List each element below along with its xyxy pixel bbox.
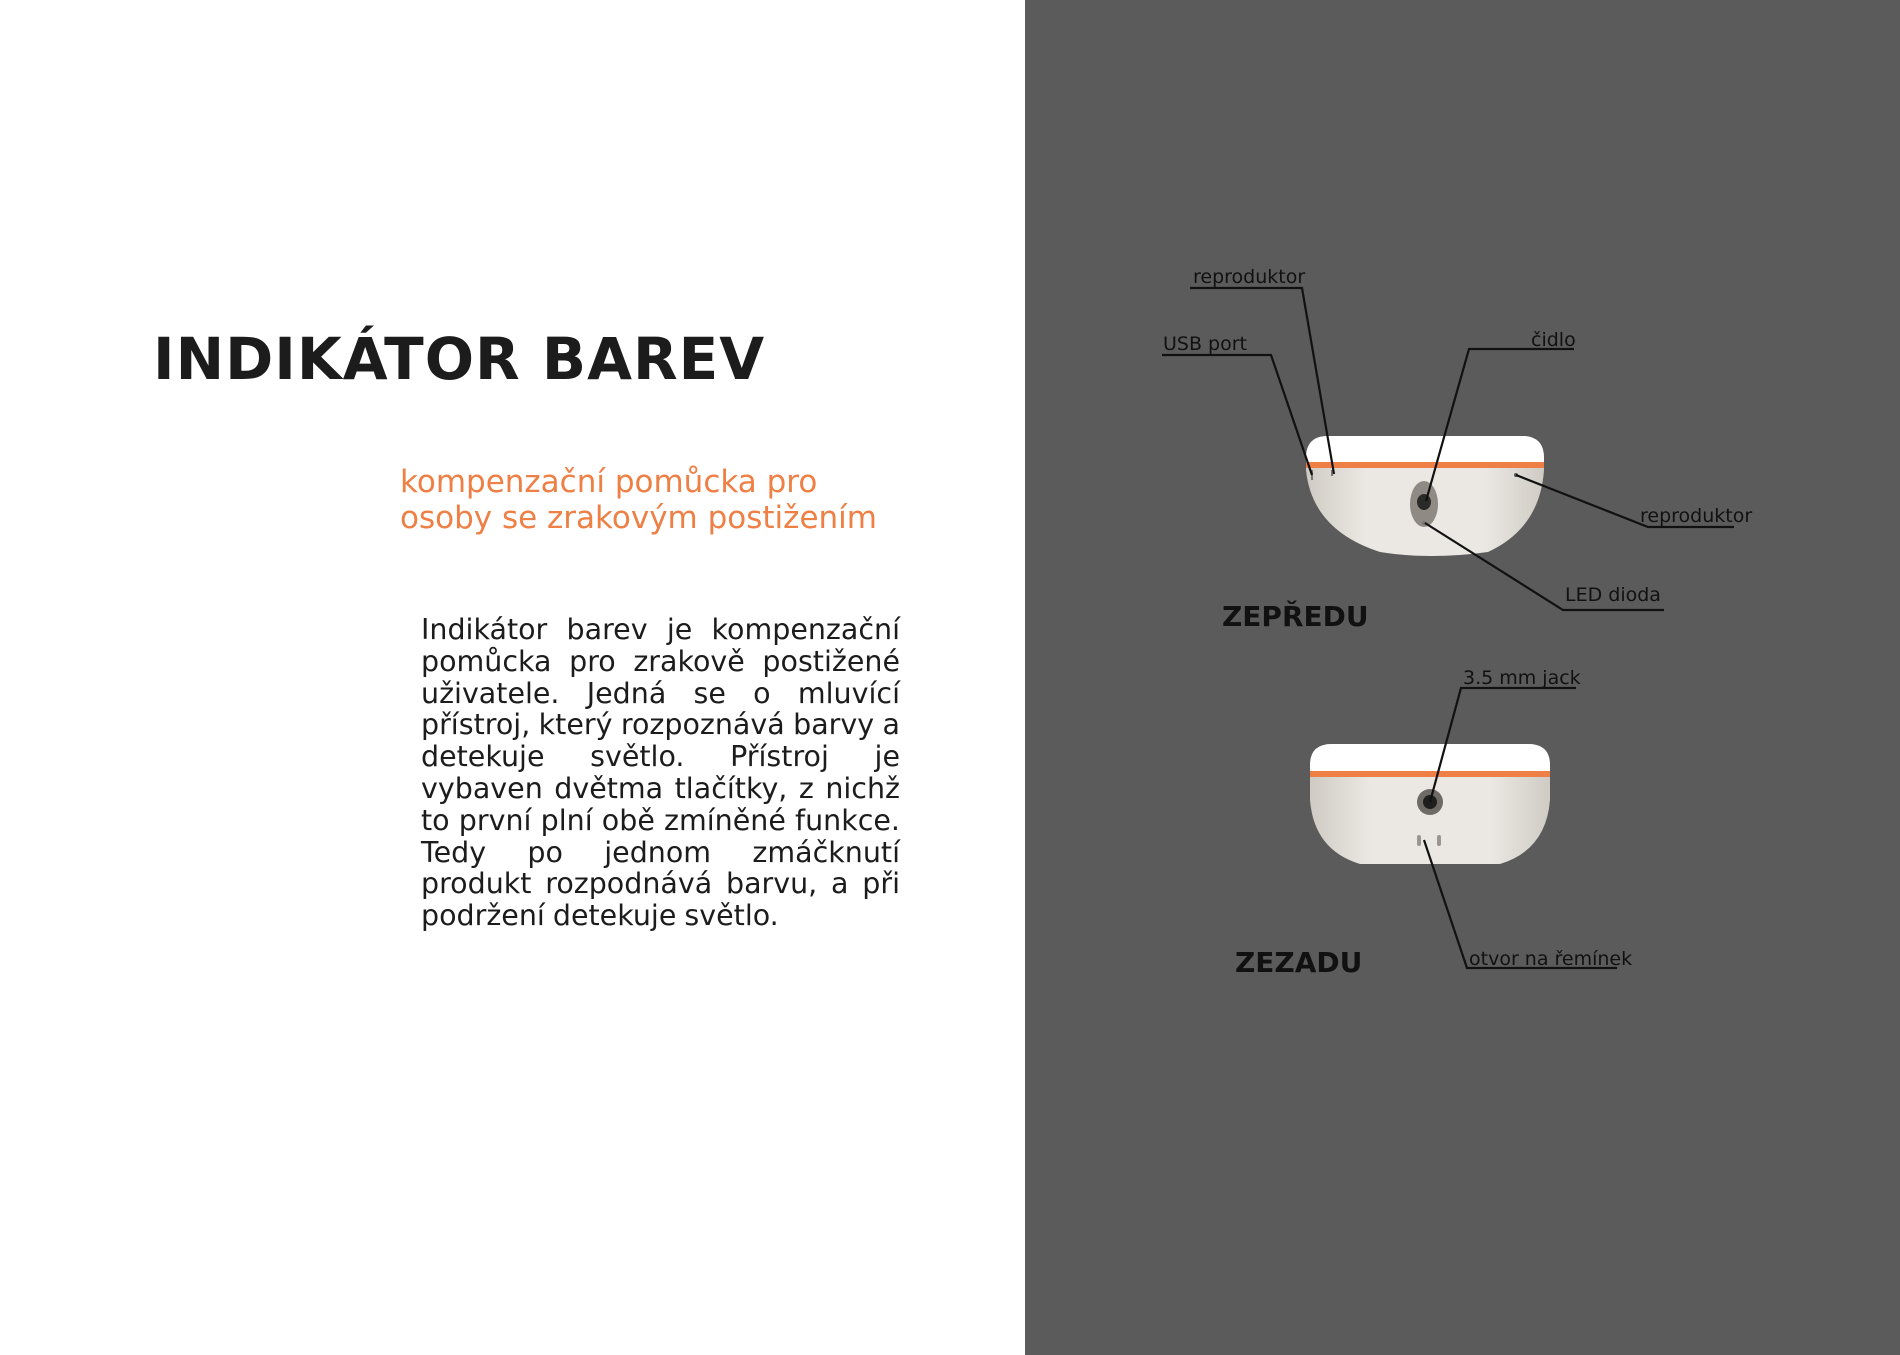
label-strap-hole: otvor na řemínek [1469,948,1633,970]
front-device-illustration [1306,436,1544,556]
subtitle-line-1: kompenzační pomůcka pro [400,464,818,500]
label-jack: 3.5 mm jack [1463,667,1581,689]
label-sensor: čidlo [1531,329,1576,351]
subtitle-line-2: osoby se zrakovým postižením [400,500,877,536]
back-device-illustration [1310,744,1550,864]
page-title: INDIKÁTOR BAREV [153,325,766,393]
view-label-back: ZEZADU [1235,946,1363,979]
label-usb-port: USB port [1163,333,1247,355]
label-led: LED dioda [1565,584,1661,606]
callout-line-usb-port [1162,355,1312,475]
label-speaker-top: reproduktor [1193,266,1306,288]
view-label-front: ZEPŘEDU [1222,600,1369,633]
description-paragraph: Indikátor barev je kompenzační pomůcka pro zrakově postižené uživatele. Jedná se o mluvící přístroj, který rozpoznává barvy a detekuje světlo. Přístroj je vybaven dvětma tlačítky, z nichž to první plní obě zmíněné funkce. Tedy po jednom zmáčknutí produkt rozpodnává barvu, a při podržení detekuje světlo. [421,613,900,933]
label-speaker-right: reproduktor [1640,505,1753,527]
